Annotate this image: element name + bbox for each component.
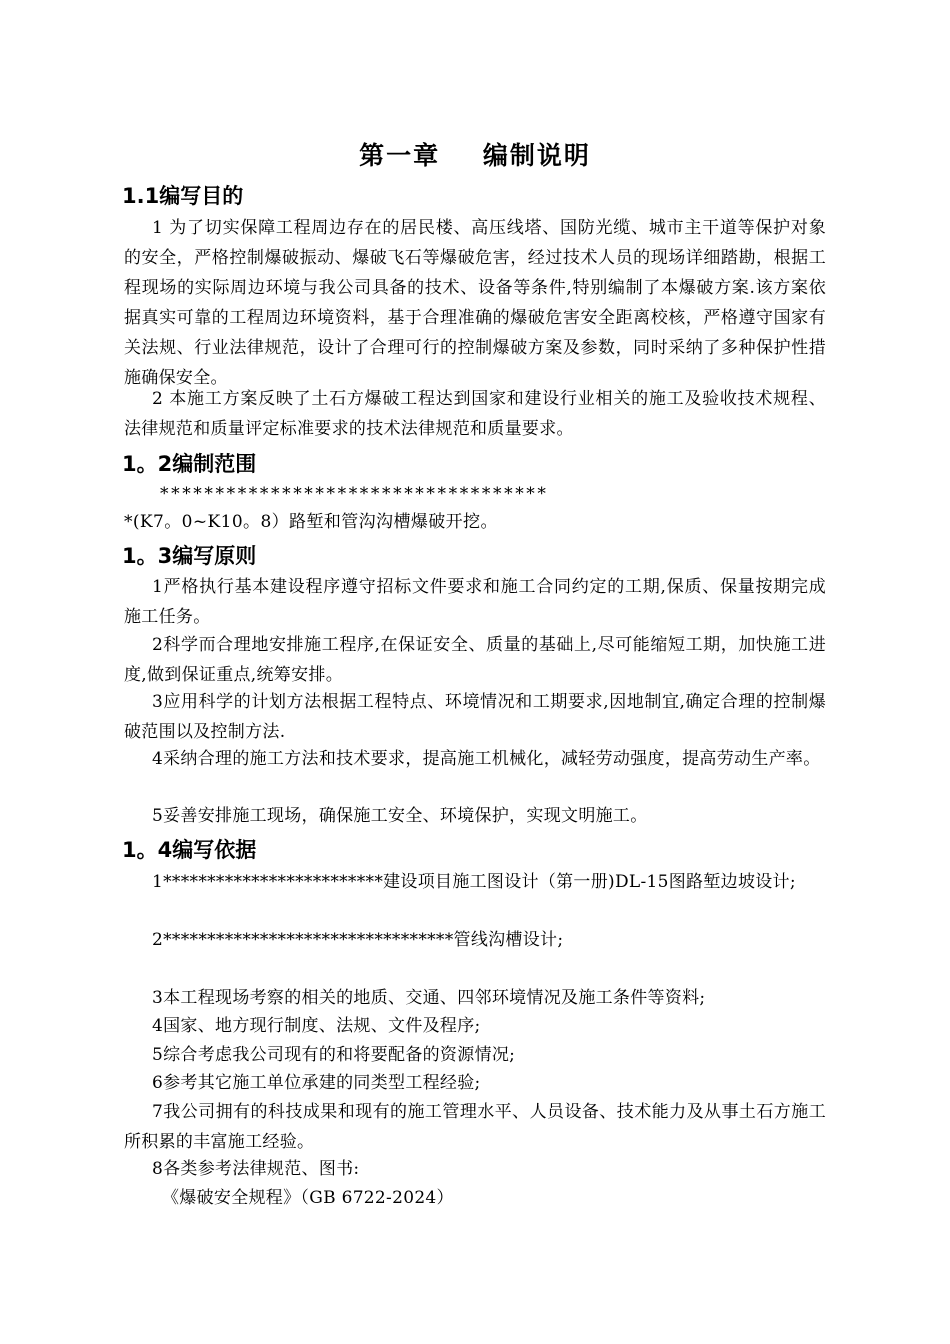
principle-item-4: 4采纳合理的施工方法和技术要求，提高施工机械化，减轻劳动强度，提高劳动生产率。 [152, 749, 821, 769]
scope-line-redacted: *********************************** [160, 484, 549, 504]
paragraph-purpose-2: 2 本施工方案反映了土石方爆破工程达到国家和建设行业相关的施工及验收技术规程、法律规范和质量评定标准要求的技术法律规范和质量要求。 [124, 389, 826, 439]
reference-standard: 《爆破安全规程》（GB 6722-2024） [162, 1188, 454, 1208]
section-heading-1-1: 1.1编写目的 [122, 184, 244, 208]
paragraph-purpose-1: 1 为了切实保障工程周边存在的居民楼、高压线塔、国防光缆、城市主干道等保护对象的安全，严格控制爆破振动、爆破飞石等爆破危害，经过技术人员的现场详细踏勘，根据工程现场的实际周边环境与我公司具备的技术、设备等条件,特别编制了本爆破方案.该方案依据真实可靠的工程周边环境资料，基于合理准确的爆破危害安全距离校核，严格遵守国家有关法规、行业法律规范，设计了合理可行的控制爆破方案及参数，同时采纳了多种保护性措施确保安全。 [124, 218, 826, 388]
basis-item-7: 7我公司拥有的科技成果和现有的施工管理水平、人员设备、技术能力及从事土石方施工所积累的丰富施工经验。 [124, 1102, 826, 1152]
principle-item-2: 2科学而合理地安排施工程序,在保证安全、质量的基础上,尽可能缩短工期，加快施工进度,做到保证重点,统筹安排。 [124, 635, 826, 685]
principle-item-1: 1严格执行基本建设程序遵守招标文件要求和施工合同约定的工期,保质、保量按期完成施工任务。 [124, 577, 826, 627]
principle-item-5: 5妥善安排施工现场，确保施工安全、环境保护，实现文明施工。 [152, 806, 648, 826]
scope-line-range: *(K7。0~K10。8）路堑和管沟沟槽爆破开挖。 [124, 512, 498, 532]
chapter-title: 第一章 编制说明 [359, 141, 591, 170]
basis-item-4: 4国家、地方现行制度、法规、文件及程序; [152, 1016, 481, 1036]
section-heading-1-3: 1。3编写原则 [122, 544, 257, 568]
basis-item-5: 5综合考虑我公司现有的和将要配备的资源情况; [152, 1045, 516, 1065]
basis-item-1: 1*************************建设项目施工图设计（第一册)DL-15图路堑边坡设计; [152, 872, 796, 892]
section-heading-1-2: 1。2编制范围 [122, 452, 257, 476]
principle-item-3: 3应用科学的计划方法根据工程特点、环境情况和工期要求,因地制宜,确定合理的控制爆破范围以及控制方法. [124, 692, 826, 742]
basis-item-6: 6参考其它施工单位承建的同类型工程经验; [152, 1073, 481, 1093]
section-heading-1-4: 1。4编写依据 [122, 838, 257, 862]
basis-item-3: 3本工程现场考察的相关的地质、交通、四邻环境情况及施工条件等资料; [152, 988, 706, 1008]
basis-item-2: 2*********************************管线沟槽设计; [152, 930, 564, 950]
basis-item-8: 8各类参考法律规范、图书: [152, 1159, 360, 1179]
